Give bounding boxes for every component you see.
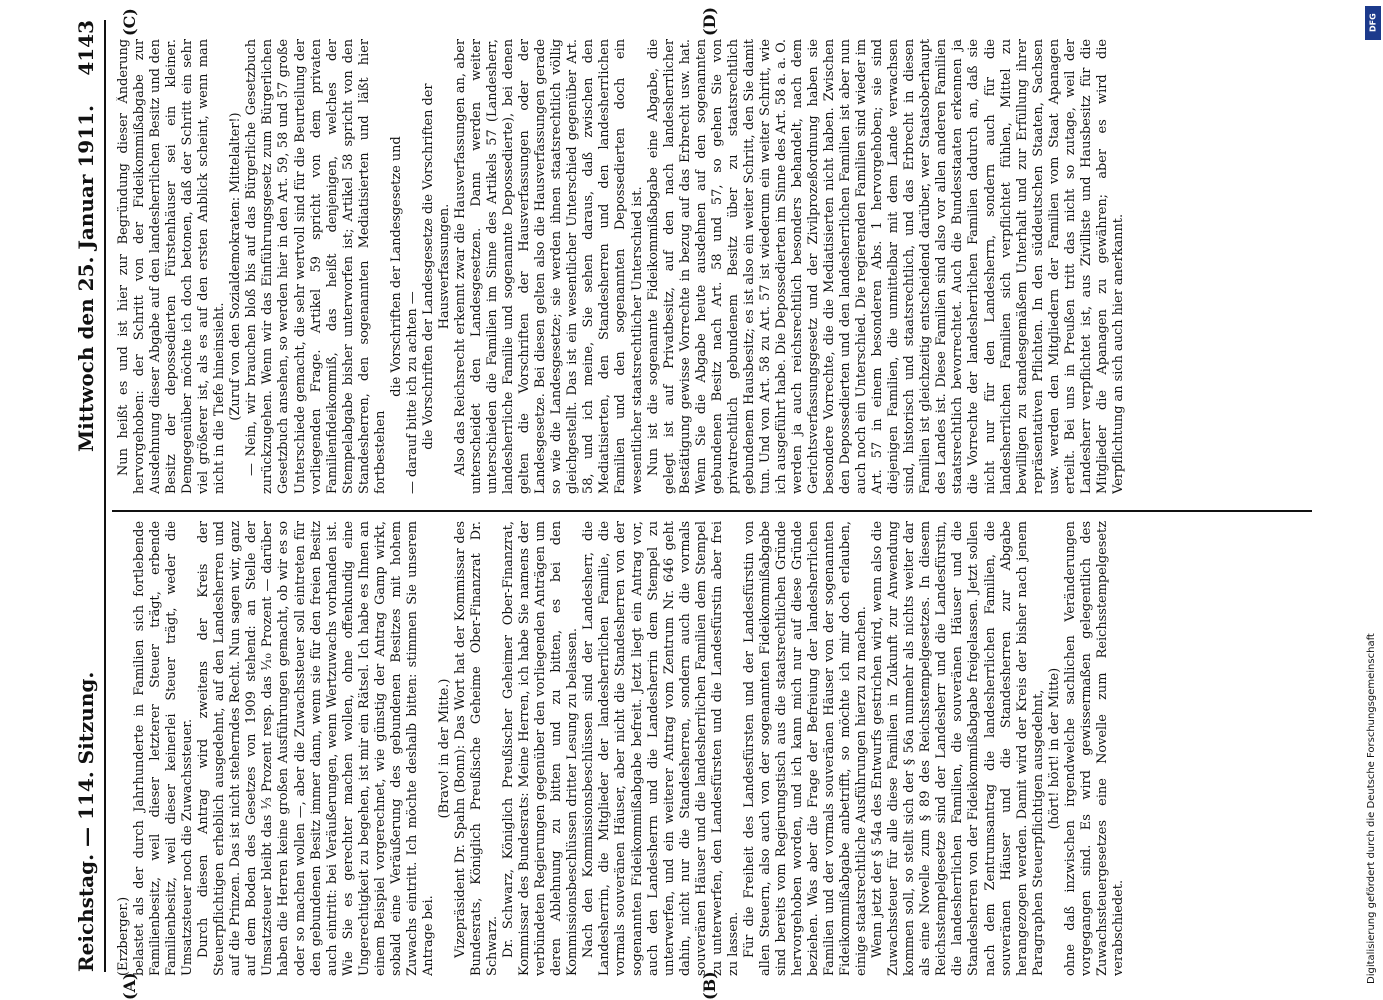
paragraph: Nach den Kommissionsbeschlüssen sind der Landesherr, die Landesherrin, die Mitglieder der landesherrlichen Familie, die vormals souveränen Häuser, aber nicht die Standesherren von der sogenannten Fideikommißabgabe befreit. Jetzt liegt ein Antrag vor, auch den Landesherrn und die Landesherrin dem Stempel zu unterwerfen, und ein weiterer Antrag vom Zentrum Nr. 646 geht dahin, nicht nur die Standesherren, sondern auch die vormals souveränen Häuser und die landesherrlichen Familien dem Stempel zu unterwerfen, den Landesfürsten und die Landesfürstin aber frei zu lassen. — [581, 521, 741, 976]
paragraph: — Nein, wir brauchen bloß bis auf das Bürgerliche Gesetzbuch zurückzugehen. Wenn wir das Einführungsgesetz zum Bürgerlichen Gesetzbuch ansehen, so werden hier in den Art. 59, 58 und 57 große Unterschiede gemacht, die sehr wertvoll sind für die Beurteilung der vorliegenden Frage. Artikel 59 spricht von dem privaten Familienfideikommiß, das heißt denjenigen, welches der Stempelabgabe bisher unterworfen ist; Artikel 58 spricht von den Standesherren, den sogenannten Mediatisierten und läßt hier fortbestehen — [244, 39, 388, 494]
paragraph: Also das Reichsrecht erkennt zwar die Hausverfassungen an, aber unterscheidet den Landesgesetzen. Dann werden weiter unterschieden die Familien im Sinne des Artikels 57 (Landesherr, landesherrliche Familie und sogenannte Depossedierte), bei denen gelten die Vorschriften der Hausverfassungen oder der Landesgesetze. Bei diesen gelten also die Hausverfassungen gerade so wie die Landesgesetze; sie werden ihnen staatsrechtlich völlig gleichgestellt. Das ist ein wesentlicher Unterschied gegenüber Art. 58, und ich meine, Sie sehen daraus, daß zwischen den Mediatisierten, den Standesherren und den landesherrlichen Familien und den sogenannten Depossedierten doch ein wesentlicher staatsrechtlicher Unterschied ist. — [452, 39, 645, 494]
paragraph: belastet als der durch Jahrhunderte in Familien sich fortlebende Familienbesitz, weil dieser letzterer Steuer trägt, erbende Familienbesitz, weil dieser keinerlei Steuer trägt, weder die Umsatzsteuer noch die Zuwachssteuer. — [132, 521, 196, 976]
margin-marker-d: (D) — [700, 6, 719, 36]
paragraph: Für die Freiheit des Landesfürsten und der Landesfürstin von allen Steuern, also auch von der sogenannten Fideikommißabgabe sind bereits vom Regierungstisch aus die staatsrechtlichen Gründe hervorgehoben worden, und ich kann mich nur auf diese Gründe beziehen. Was aber die Frage der Befreiung der landesherrlichen Familien und der vormals souveränen Häuser von der sogenannten Fideikommißabgabe anbetrifft, so möchte ich mir doch erlauben, einige staatsrechtliche Ausführungen hierzu zu machen. — [741, 521, 870, 976]
paragraph: (Bravo! in der Mitte.) — [436, 678, 452, 819]
rotated-page — [60, 0, 1330, 1000]
paragraph: Dr. Schwarz, Königlich Preußischer Geheimer Ober-Finanzrat, Kommissar des Bundesrats: Meine Herren, ich habe Sie namens der verbündeten Regierungen gegenüber den vorliegenden Anträgen um deren Ablehnung zu bitten und zu bitten, es bei den Kommissionsbeschlüssen dritter Lesung zu belassen. — [501, 521, 581, 976]
paragraph: die Vorschriften der Landesgesetze und — [388, 136, 404, 397]
page-header — [64, 20, 106, 972]
dfg-logo: DFG — [1365, 6, 1381, 40]
column-divider — [112, 510, 1312, 512]
header-date: Mittwoch den 25. Januar 1911. — [74, 104, 98, 452]
paragraph: (Erzberger.) — [116, 896, 131, 976]
paragraph: (Zuruf von den Sozialdemokraten: Mittelalter!) — [228, 112, 244, 421]
paragraph: ohne daß inzwischen irgendwelche sachlichen Veränderungen vorgegangen sind. Es wird gewissermaßen gelegentlich des Zuwachssteuergesetzes eine Novelle zum Reichsstempelgesetz verabschiedet. — [1062, 521, 1126, 976]
paragraph: (hört! hört! in der Mitte) — [1046, 667, 1062, 830]
paragraph: Nun ist die sogenannte Fideikommißabgabe eine Abgabe, die gelegt ist auf Privatbesitz, auf den nach landesherrlicher Bestätigung gewisse Vorrechte in bezug auf das Erbrecht usw. hat. Wenn Sie die Abgabe heute ausdehnen auf den sogenannten gebundenen Besitz nach Art. 58 und 57, so gehen Sie von privatrechtlich gebundenem Besitz über zu staatsrechtlich gebundenem Hausbesitz; es ist also ein weiter Schritt, den Sie damit tun. Und von Art. 58 zu Art. 57 ist wiederum ein weiter Schritt, wie ich ausgeführt habe. Die Depossedierten im Sinne des Art. 58 a. a. O. werden ja auch reichsrechtlich besonders behandelt, nach dem Gerichtsverfassungsgesetz und der Zivilprozeßordnung haben sie besondere Vorrechte, die die Mediatisierten nicht haben. Zwischen den Depossedierten und den landesherrlichen Familien ist aber nun auch noch ein Unterschied. Die regierenden Familien sind wieder im Art. 57 in einem besonderen Abs. 1 hervorgehoben; sie sind diejenigen Familien, die unmittelbar mit dem Lande verwachsen sind, historisch und staatsrechtlich, und das Erbrecht in diesen Familien ist gleichzeitig entscheidend darüber, wer Staatsoberhaupt des Landes ist. Diese Familien sind also vor allen anderen Familien staatsrechtlich bevorrechtet. Auch die Bundesstaaten erkennen ja die Vorrechte der landesherrlichen Familien dadurch an, daß sie nicht nur für den Landesherrn, sondern auch für die landesherrlichen Familien sich verpflichtet fühlen, Mittel zu bewilligen zu standesgemäßem Unterhalt und zur Erfüllung ihrer repräsentativen Pflichten. In den süddeutschen Staaten, Sachsen usw. werden den Mitgliedern der Familien vom Staat Apanagen erteilt. Bei uns in Preußen tritt das nicht so zutage, weil der Landesherr verpflichtet ist, aus Zivilliste und Hausbesitz für die Mitglieder die Apanagen zu gewähren; aber es wird die Verpflichtung an sich auch hier anerkannt. — [645, 39, 1126, 494]
paragraph: Vizepräsident Dr. Spahn (Bonn): Das Wort hat der Kommissar des Bundesrats, Königlich Preußische Geheime Ober-Finanzrat Dr. Schwarz. — [452, 521, 501, 976]
left-text-column — [116, 521, 1316, 976]
header-session: Reichstag. — 114. Sitzung. — [74, 671, 98, 972]
page-number: 4143 — [74, 20, 98, 76]
right-text-column — [116, 39, 1316, 494]
margin-marker-c: (C) — [120, 8, 139, 36]
margin-marker-a: (A) — [120, 972, 139, 1000]
paragraph: — darauf bitte ich zu achten — — [404, 291, 420, 494]
paragraph: Nun heißt es und ist hier zur Begründung dieser Änderung hervorgehoben: der Schritt von der Fideikommißabgabe zur Ausdehnung dieser Abgabe auf den landesherrlichen Besitz und den Besitz der depossedierten Fürstenhäuser sei ein kleiner. Demgegenüber möchte ich doch betonen, daß der Schritt ein sehr viel größerer ist, als es auf den ersten Anblick scheint, wenn man nicht in die Tiefe hineinsieht. — [116, 39, 228, 494]
paragraph: Durch diesen Antrag wird zweitens der Kreis der Steuerpflichtigen erheblich ausgedehnt, auf den Landesherren und auf die Prinzen. Das ist nicht steherndes Recht. Nun sagen wir, ganz auf dem Boden des Gesetzes von 1909 stehend: an Stelle der Umsatzsteuer bleibt das ⅓ Prozent resp. das ⅒ Prozent — darüber haben die Herren keine großen Ausführungen gemacht, ob wir es so oder so machen wollen —, aber die Zuwachssteuer soll eintreten für den gebundenen Besitz immer dann, wenn sie für den freien Besitz auch eintritt: bei Veräußerungen, wenn Wertzuwachs vorhanden ist. Wie Sie es gerechter machen wollen, ohne offenkundig eine Ungerechtigkeit zu begehen, ist mir ein Rätsel. Ich habe es Ihnen an einem Beispiel vorgerechnet, wie günstig der Antrag Gamp wirkt, sobald eine Veräußerung des gebundenen Besitzes mit hohem Zuwachs eintritt. Ich möchte deshalb bitten: stimmen Sie unserem Antrage bei. — [196, 521, 436, 976]
paragraph: Wenn jetzt der § 54a des Entwurfs gestrichen wird, wenn also die Zuwachssteuer für alle diese Familien in Zukunft zur Anwendung kommen soll, so stellt sich der § 56a nunmehr als nichts weiter dar als eine Novelle zum § 89 des Reichsstempelgesetzes. In diesem Reichsstempelgesetze sind der Landesherr und die Landesfürstin, die landesherrlichen Familien, die souveränen Häuser und die Standesherren von der Fideikommißabgabe freigelassen. Jetzt sollen nach dem Zentrumsantrag die landesherrlichen Familien, die souveränen Häuser und die Standesherren zur Abgabe herangezogen werden. Damit wird der Kreis der bisher nach jenem Paragraphen Steuerpflichtigen ausgedehnt, — [870, 521, 1046, 976]
digitization-credit: Digitalisierung gefördert durch die Deutsche Forschungsgemeinschaft — [1366, 633, 1377, 984]
margin-marker-b: (B) — [700, 971, 719, 1000]
paragraph: die Vorschriften der Landesgesetze die Vorschriften der Hausverfassungen. — [420, 83, 452, 450]
